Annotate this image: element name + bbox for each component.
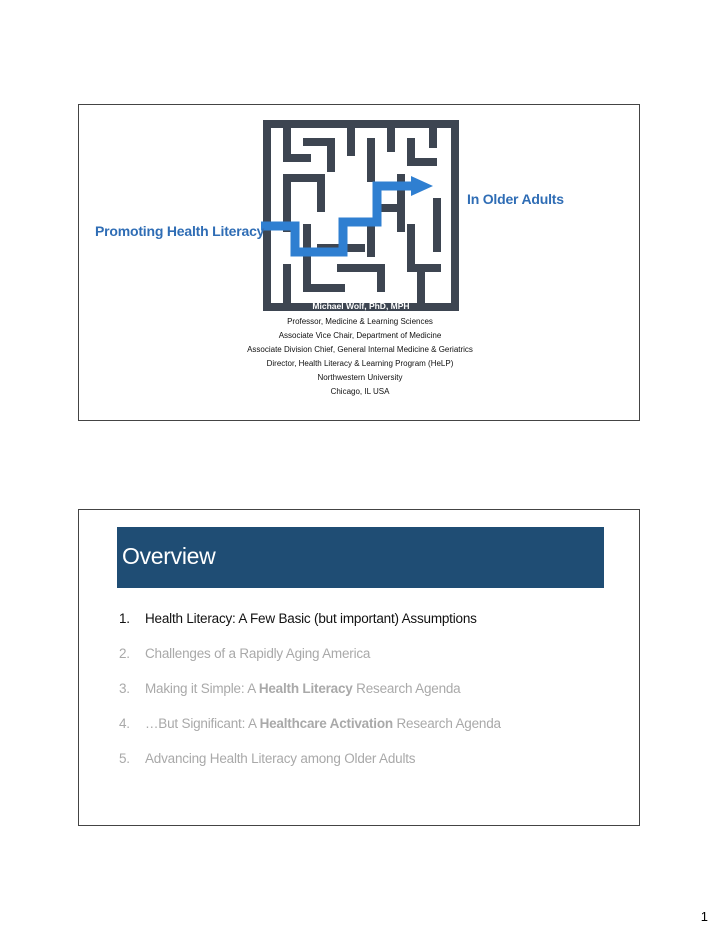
- agenda-item: 3. Making it Simple: A Health Literacy Research Agenda: [119, 681, 461, 696]
- credit-line: Director, Health Literacy & Learning Program (HeLP): [266, 359, 454, 368]
- author-credits: [79, 315, 641, 399]
- agenda-item: 4. …But Significant: A Healthcare Activation Research Agenda: [119, 716, 501, 731]
- agenda-list: [119, 608, 501, 783]
- credit-line: Chicago, IL USA: [330, 387, 390, 396]
- subtitle-in-older-adults: In Older Adults: [467, 191, 564, 207]
- slide-heading: Overview: [122, 543, 216, 569]
- title-promoting-health-literacy: Promoting Health Literacy: [95, 223, 265, 239]
- credit-line: Associate Vice Chair, Department of Medicine: [278, 331, 442, 340]
- author-name: Michael Wolf, PhD, MPH: [312, 301, 410, 311]
- heading-banner: [117, 527, 604, 588]
- credit-line: Associate Division Chief, General Internal Medicine & Geriatrics: [247, 345, 473, 354]
- credit-line: Professor, Medicine & Learning Sciences: [287, 317, 433, 326]
- maze-logo: [261, 118, 461, 313]
- title-slide: [78, 104, 640, 421]
- agenda-item: 1. Health Literacy: A Few Basic (but important) Assumptions: [119, 611, 477, 626]
- overview-slide: [78, 509, 640, 826]
- agenda-item: 2. Challenges of a Rapidly Aging America: [119, 646, 371, 661]
- page-number: 1: [700, 909, 708, 924]
- agenda-item: 5. Advancing Health Literacy among Older Adults: [119, 751, 416, 766]
- credit-line: Northwestern University: [317, 373, 403, 382]
